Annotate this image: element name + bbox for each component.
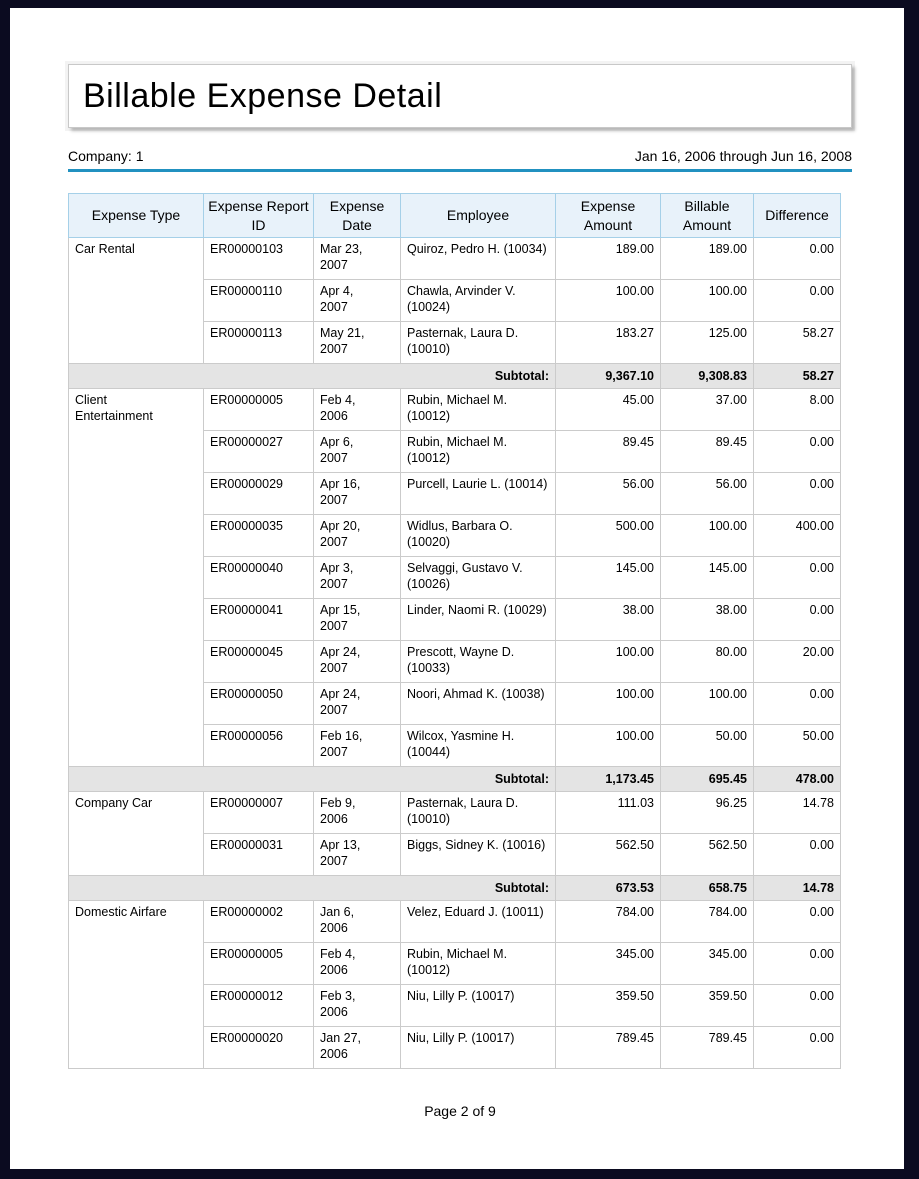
cell-employee: Rubin, Michael M. (10012) [401, 943, 556, 985]
expense-type-cell [69, 901, 204, 1069]
cell-difference: 0.00 [754, 683, 841, 725]
cell-expense-date: Apr 24, 2007 [314, 683, 401, 725]
cell-difference: 0.00 [754, 557, 841, 599]
cell-report-id: ER00000050 [204, 683, 314, 725]
cell-expense-amount: 359.50 [556, 985, 661, 1027]
cell-expense-amount: 100.00 [556, 725, 661, 767]
cell-report-id: ER00000005 [204, 943, 314, 985]
cell-expense-amount: 89.45 [556, 431, 661, 473]
subtotal-difference: 478.00 [754, 767, 841, 792]
cell-employee: Rubin, Michael M. (10012) [401, 431, 556, 473]
col-header-employee: Employee [401, 194, 556, 238]
table-row [69, 901, 841, 943]
cell-difference: 0.00 [754, 599, 841, 641]
cell-report-id: ER00000040 [204, 557, 314, 599]
expense-type-label: Car Rental [75, 242, 135, 256]
subtotal-difference: 14.78 [754, 876, 841, 901]
cell-billable-amount: 96.25 [661, 792, 754, 834]
expense-type-label: Domestic Airfare [75, 905, 167, 919]
cell-employee: Noori, Ahmad K. (10038) [401, 683, 556, 725]
cell-employee: Chawla, Arvinder V. (10024) [401, 280, 556, 322]
cell-expense-date: Mar 23, 2007 [314, 238, 401, 280]
cell-expense-date: Apr 15, 2007 [314, 599, 401, 641]
cell-expense-date: Apr 4, 2007 [314, 280, 401, 322]
cell-expense-amount: 784.00 [556, 901, 661, 943]
cell-difference: 14.78 [754, 792, 841, 834]
cell-report-id: ER00000035 [204, 515, 314, 557]
cell-expense-date: Apr 20, 2007 [314, 515, 401, 557]
cell-expense-amount: 38.00 [556, 599, 661, 641]
cell-employee: Pasternak, Laura D. (10010) [401, 792, 556, 834]
cell-billable-amount: 56.00 [661, 473, 754, 515]
cell-expense-amount: 100.00 [556, 280, 661, 322]
cell-employee: Linder, Naomi R. (10029) [401, 599, 556, 641]
cell-billable-amount: 562.50 [661, 834, 754, 876]
cell-expense-amount: 500.00 [556, 515, 661, 557]
cell-difference: 0.00 [754, 985, 841, 1027]
cell-employee: Velez, Eduard J. (10011) [401, 901, 556, 943]
col-header-difference: Difference [754, 194, 841, 238]
report-title-box [68, 64, 852, 128]
cell-employee: Purcell, Laurie L. (10014) [401, 473, 556, 515]
cell-expense-amount: 100.00 [556, 683, 661, 725]
cell-employee: Pasternak, Laura D. (10010) [401, 322, 556, 364]
cell-billable-amount: 359.50 [661, 985, 754, 1027]
page-number: Page 2 of 9 [424, 1103, 496, 1119]
cell-expense-date: Feb 3, 2006 [314, 985, 401, 1027]
expense-type-label: Company Car [75, 796, 153, 810]
cell-report-id: ER00000020 [204, 1027, 314, 1069]
cell-report-id: ER00000041 [204, 599, 314, 641]
cell-billable-amount: 189.00 [661, 238, 754, 280]
cell-difference: 50.00 [754, 725, 841, 767]
cell-report-id: ER00000012 [204, 985, 314, 1027]
subtotal-row [69, 364, 841, 389]
cell-expense-date: Feb 4, 2006 [314, 389, 401, 431]
cell-billable-amount: 89.45 [661, 431, 754, 473]
subtotal-label: Subtotal: [69, 876, 556, 901]
cell-expense-amount: 45.00 [556, 389, 661, 431]
date-range: Jan 16, 2006 through Jun 16, 2008 [634, 148, 852, 164]
cell-expense-amount: 100.00 [556, 641, 661, 683]
cell-expense-amount: 111.03 [556, 792, 661, 834]
cell-report-id: ER00000002 [204, 901, 314, 943]
cell-employee: Selvaggi, Gustavo V. (10026) [401, 557, 556, 599]
col-header-expense-amount: Expense Amount [556, 194, 661, 238]
cell-billable-amount: 789.45 [661, 1027, 754, 1069]
expense-type-cell [69, 238, 204, 364]
subtotal-row [69, 767, 841, 792]
cell-billable-amount: 784.00 [661, 901, 754, 943]
cell-difference: 0.00 [754, 834, 841, 876]
cell-expense-amount: 56.00 [556, 473, 661, 515]
cell-billable-amount: 100.00 [661, 280, 754, 322]
cell-report-id: ER00000045 [204, 641, 314, 683]
cell-expense-date: Feb 4, 2006 [314, 943, 401, 985]
subtotal-row [69, 876, 841, 901]
subtotal-difference: 58.27 [754, 364, 841, 389]
cell-difference: 0.00 [754, 431, 841, 473]
cell-difference: 20.00 [754, 641, 841, 683]
subtotal-billable-amount: 695.45 [661, 767, 754, 792]
company-label: Company: 1 [68, 148, 144, 164]
subtotal-label: Subtotal: [69, 767, 556, 792]
expense-type-cell [69, 792, 204, 876]
cell-expense-date: Apr 13, 2007 [314, 834, 401, 876]
col-header-report-id: Expense Report ID [204, 194, 314, 238]
cell-employee: Prescott, Wayne D. (10033) [401, 641, 556, 683]
header-row [69, 194, 841, 238]
cell-difference: 0.00 [754, 238, 841, 280]
cell-billable-amount: 80.00 [661, 641, 754, 683]
cell-report-id: ER00000029 [204, 473, 314, 515]
report-page [10, 8, 904, 1169]
cell-expense-date: Feb 9, 2006 [314, 792, 401, 834]
table-row [69, 389, 841, 431]
cell-report-id: ER00000103 [204, 238, 314, 280]
cell-employee: Niu, Lilly P. (10017) [401, 1027, 556, 1069]
page-title: Billable Expense Detail [83, 76, 443, 115]
cell-expense-amount: 183.27 [556, 322, 661, 364]
cell-billable-amount: 100.00 [661, 683, 754, 725]
col-header-expense-type: Expense Type [69, 194, 204, 238]
cell-expense-amount: 345.00 [556, 943, 661, 985]
cell-expense-date: May 21, 2007 [314, 322, 401, 364]
cell-employee: Quiroz, Pedro H. (10034) [401, 238, 556, 280]
subtotal-label: Subtotal: [69, 364, 556, 389]
cell-difference: 0.00 [754, 943, 841, 985]
cell-difference: 58.27 [754, 322, 841, 364]
table-row [69, 792, 841, 834]
expense-table [68, 193, 841, 1069]
cell-difference: 400.00 [754, 515, 841, 557]
expense-type-label: Client Entertainment [75, 393, 153, 424]
cell-billable-amount: 145.00 [661, 557, 754, 599]
cell-expense-date: Apr 24, 2007 [314, 641, 401, 683]
cell-expense-date: Apr 3, 2007 [314, 557, 401, 599]
cell-difference: 0.00 [754, 1027, 841, 1069]
subtotal-billable-amount: 658.75 [661, 876, 754, 901]
cell-difference: 0.00 [754, 901, 841, 943]
cell-billable-amount: 38.00 [661, 599, 754, 641]
subtotal-expense-amount: 1,173.45 [556, 767, 661, 792]
cell-difference: 0.00 [754, 280, 841, 322]
cell-billable-amount: 100.00 [661, 515, 754, 557]
cell-expense-amount: 562.50 [556, 834, 661, 876]
cell-expense-amount: 189.00 [556, 238, 661, 280]
cell-expense-date: Jan 6, 2006 [314, 901, 401, 943]
cell-expense-amount: 789.45 [556, 1027, 661, 1069]
cell-billable-amount: 345.00 [661, 943, 754, 985]
table-row [69, 238, 841, 280]
cell-billable-amount: 50.00 [661, 725, 754, 767]
subtotal-expense-amount: 9,367.10 [556, 364, 661, 389]
cell-employee: Biggs, Sidney K. (10016) [401, 834, 556, 876]
cell-difference: 8.00 [754, 389, 841, 431]
cell-expense-date: Apr 16, 2007 [314, 473, 401, 515]
subtotal-billable-amount: 9,308.83 [661, 364, 754, 389]
cell-expense-date: Apr 6, 2007 [314, 431, 401, 473]
col-header-expense-date: Expense Date [314, 194, 401, 238]
cell-billable-amount: 125.00 [661, 322, 754, 364]
col-header-billable-amount: Billable Amount [661, 194, 754, 238]
cell-expense-amount: 145.00 [556, 557, 661, 599]
cell-difference: 0.00 [754, 473, 841, 515]
cell-report-id: ER00000031 [204, 834, 314, 876]
cell-report-id: ER00000110 [204, 280, 314, 322]
expense-type-cell [69, 389, 204, 767]
cell-report-id: ER00000027 [204, 431, 314, 473]
subtotal-expense-amount: 673.53 [556, 876, 661, 901]
cell-report-id: ER00000113 [204, 322, 314, 364]
cell-report-id: ER00000005 [204, 389, 314, 431]
cell-billable-amount: 37.00 [661, 389, 754, 431]
cell-employee: Rubin, Michael M. (10012) [401, 389, 556, 431]
report-subheader [68, 148, 852, 172]
cell-expense-date: Feb 16, 2007 [314, 725, 401, 767]
cell-employee: Niu, Lilly P. (10017) [401, 985, 556, 1027]
cell-report-id: ER00000007 [204, 792, 314, 834]
cell-employee: Widlus, Barbara O. (10020) [401, 515, 556, 557]
cell-expense-date: Jan 27, 2006 [314, 1027, 401, 1069]
cell-report-id: ER00000056 [204, 725, 314, 767]
cell-employee: Wilcox, Yasmine H. (10044) [401, 725, 556, 767]
